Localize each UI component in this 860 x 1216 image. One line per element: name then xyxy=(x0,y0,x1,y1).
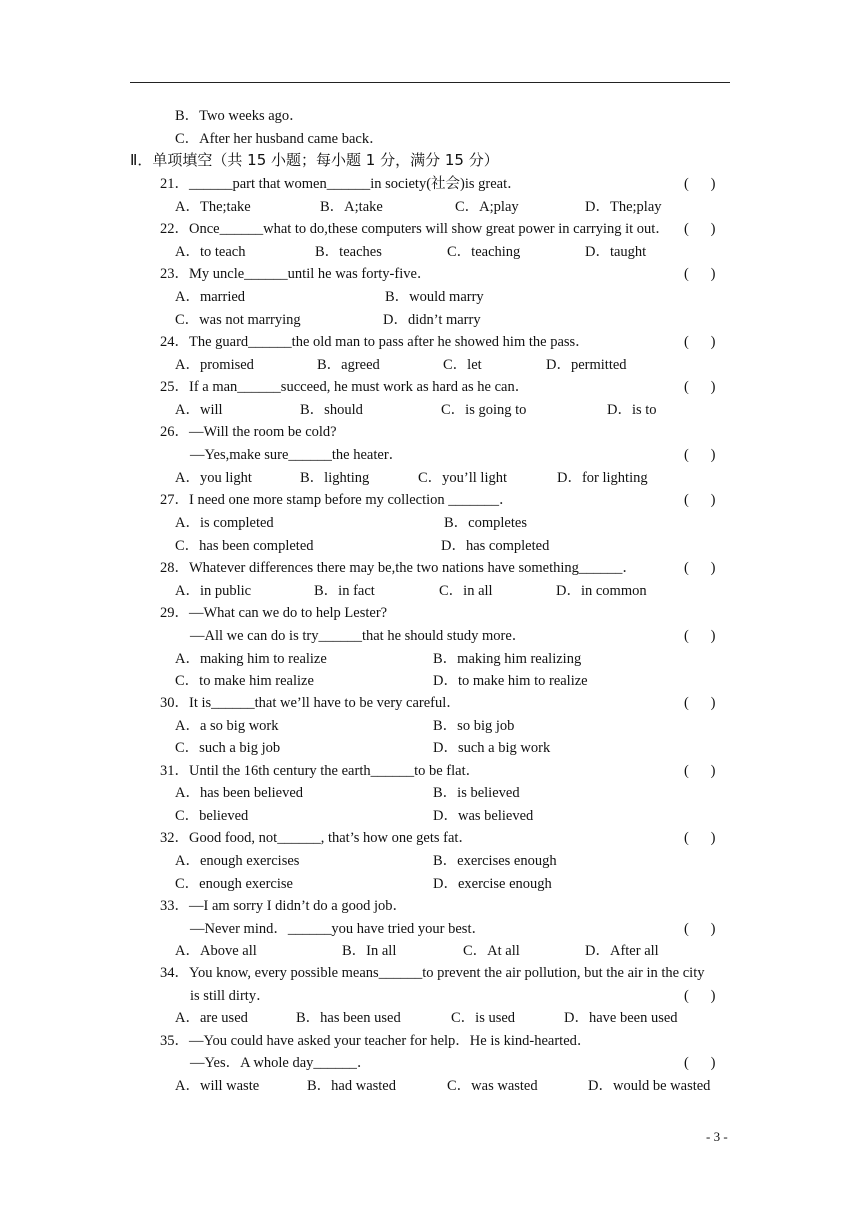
q29-option-b: B．making him realizing xyxy=(433,651,582,667)
answer-bracket-33[interactable]: ( ) xyxy=(684,921,716,937)
answer-bracket-26[interactable]: ( ) xyxy=(684,447,716,463)
q21-option-a: A．The;take xyxy=(175,199,251,215)
q31-option-a: A．has been believed xyxy=(175,785,304,801)
question-34-stem-2: is still dirty． xyxy=(190,988,271,1004)
q35-option-d: D．would be wasted xyxy=(588,1078,711,1094)
q27-option-a: A．is completed xyxy=(175,515,274,531)
q27-option-d: D．has completed xyxy=(441,538,550,554)
q25-option-c: C．is going to xyxy=(441,402,527,418)
answer-bracket-32[interactable]: ( ) xyxy=(684,830,716,846)
answer-bracket-34[interactable]: ( ) xyxy=(684,988,716,1004)
q35-option-c: C．was wasted xyxy=(447,1078,538,1094)
answer-bracket-30[interactable]: ( ) xyxy=(684,695,716,711)
q27-option-b: B．completes xyxy=(444,515,527,531)
q25-option-b: B．should xyxy=(300,402,363,418)
header-rule xyxy=(130,82,730,83)
q31-option-b: B．is believed xyxy=(433,785,520,801)
q26-option-d: D．for lighting xyxy=(557,470,648,486)
section-title: Ⅱ．单项填空（共 15 小题；每小题 1 分，满分 15 分） xyxy=(130,151,499,169)
answer-bracket-28[interactable]: ( ) xyxy=(684,560,716,576)
q23-option-b: B．would marry xyxy=(385,289,484,305)
q29-option-c: C．to make him realize xyxy=(175,673,314,689)
q22-option-a: A．to teach xyxy=(175,244,246,260)
question-25-stem: 25．If a man______succeed, he must work as hard as he can． xyxy=(160,379,530,395)
page-number: - 3 - xyxy=(706,1129,728,1144)
answer-bracket-22[interactable]: ( ) xyxy=(684,221,716,237)
question-23-stem: 23．My uncle______until he was forty-five． xyxy=(160,266,432,282)
q31-option-d: D．was believed xyxy=(433,808,534,824)
question-35-stem-2: —Yes．A whole day______． xyxy=(190,1055,372,1071)
question-29-stem-2: —All we can do is try______that he should study more． xyxy=(190,628,527,644)
q24-option-b: B．agreed xyxy=(317,357,380,373)
answer-bracket-25[interactable]: ( ) xyxy=(684,379,716,395)
q33-option-c: C．At all xyxy=(463,943,520,959)
answer-bracket-23[interactable]: ( ) xyxy=(684,266,716,282)
question-26-stem-2: —Yes,make sure______the heater． xyxy=(190,447,404,463)
question-34-stem: 34．You know, every possible means______to prevent the air pollution, but the air in the city xyxy=(160,965,705,981)
question-29-stem: 29．—What can we do to help Lester? xyxy=(160,605,388,621)
question-33-stem-2: —Never mind．______you have tried your best． xyxy=(190,921,486,937)
question-28-stem: 28．Whatever differences there may be,the two nations have something______． xyxy=(160,560,637,576)
q25-option-d: D．is to xyxy=(607,402,657,418)
q35-option-b: B．had wasted xyxy=(307,1078,396,1094)
q28-option-d: D．in common xyxy=(556,583,647,599)
question-27-stem: 27．I need one more stamp before my collection _______． xyxy=(160,492,514,508)
answer-bracket-29[interactable]: ( ) xyxy=(684,628,716,644)
q21-option-b: B．A;take xyxy=(320,199,383,215)
q22-option-b: B．teaches xyxy=(315,244,382,260)
q32-option-c: C．enough exercise xyxy=(175,876,293,892)
answer-bracket-31[interactable]: ( ) xyxy=(684,763,716,779)
answer-bracket-35[interactable]: ( ) xyxy=(684,1055,716,1071)
q30-option-d: D．such a big work xyxy=(433,740,551,756)
q26-option-a: A．you light xyxy=(175,470,252,486)
q25-option-a: A．will xyxy=(175,402,223,418)
q22-option-d: D．taught xyxy=(585,244,647,260)
q33-option-d: D．After all xyxy=(585,943,659,959)
q34-option-d: D．have been used xyxy=(564,1010,678,1026)
q28-option-b: B．in fact xyxy=(314,583,375,599)
question-21-stem: 21．______part that women______in society(社会)is great． xyxy=(160,176,522,192)
question-33-stem: 33．—I am sorry I didn’t do a good job． xyxy=(160,898,408,914)
option-c-prev: C．After her husband came back． xyxy=(175,131,384,147)
answer-bracket-21[interactable]: ( ) xyxy=(684,176,716,192)
q26-option-b: B．lighting xyxy=(300,470,370,486)
q31-option-c: C．believed xyxy=(175,808,249,824)
q26-option-c: C．you’ll light xyxy=(418,470,508,486)
q30-option-a: A．a so big work xyxy=(175,718,279,734)
q23-option-a: A．married xyxy=(175,289,246,305)
q23-option-c: C．was not marrying xyxy=(175,312,301,328)
question-32-stem: 32．Good food, not______, that’s how one gets fat． xyxy=(160,830,473,846)
q27-option-c: C．has been completed xyxy=(175,538,314,554)
q24-option-c: C．let xyxy=(443,357,482,373)
question-30-stem: 30．It is______that we’ll have to be very careful． xyxy=(160,695,461,711)
q33-option-a: A．Above all xyxy=(175,943,257,959)
q24-option-d: D．permitted xyxy=(546,357,627,373)
q34-option-a: A．are used xyxy=(175,1010,248,1026)
q32-option-d: D．exercise enough xyxy=(433,876,552,892)
option-b-prev: B．Two weeks ago． xyxy=(175,108,304,124)
q21-option-d: D．The;play xyxy=(585,199,662,215)
q30-option-b: B．so big job xyxy=(433,718,515,734)
q29-option-a: A．making him to realize xyxy=(175,651,327,667)
answer-bracket-27[interactable]: ( ) xyxy=(684,492,716,508)
q34-option-c: C．is used xyxy=(451,1010,516,1026)
q32-option-b: B．exercises enough xyxy=(433,853,557,869)
q22-option-c: C．teaching xyxy=(447,244,521,260)
question-35-stem: 35．—You could have asked your teacher for help．He is kind-hearted． xyxy=(160,1033,592,1049)
q33-option-b: B．In all xyxy=(342,943,397,959)
q29-option-d: D．to make him to realize xyxy=(433,673,588,689)
q23-option-d: D．didn’t marry xyxy=(383,312,481,328)
question-26-stem: 26．—Will the room be cold? xyxy=(160,424,337,440)
q30-option-c: C．such a big job xyxy=(175,740,281,756)
question-24-stem: 24．The guard______the old man to pass after he showed him the pass． xyxy=(160,334,590,350)
q24-option-a: A．promised xyxy=(175,357,254,373)
q32-option-a: A．enough exercises xyxy=(175,853,300,869)
q34-option-b: B．has been used xyxy=(296,1010,401,1026)
q28-option-c: C．in all xyxy=(439,583,493,599)
q28-option-a: A．in public xyxy=(175,583,252,599)
question-31-stem: 31．Until the 16th century the earth______to be flat． xyxy=(160,763,481,779)
answer-bracket-24[interactable]: ( ) xyxy=(684,334,716,350)
q35-option-a: A．will waste xyxy=(175,1078,260,1094)
question-22-stem: 22．Once______what to do,these computers will show great power in carrying it out． xyxy=(160,221,670,237)
q21-option-c: C．A;play xyxy=(455,199,519,215)
